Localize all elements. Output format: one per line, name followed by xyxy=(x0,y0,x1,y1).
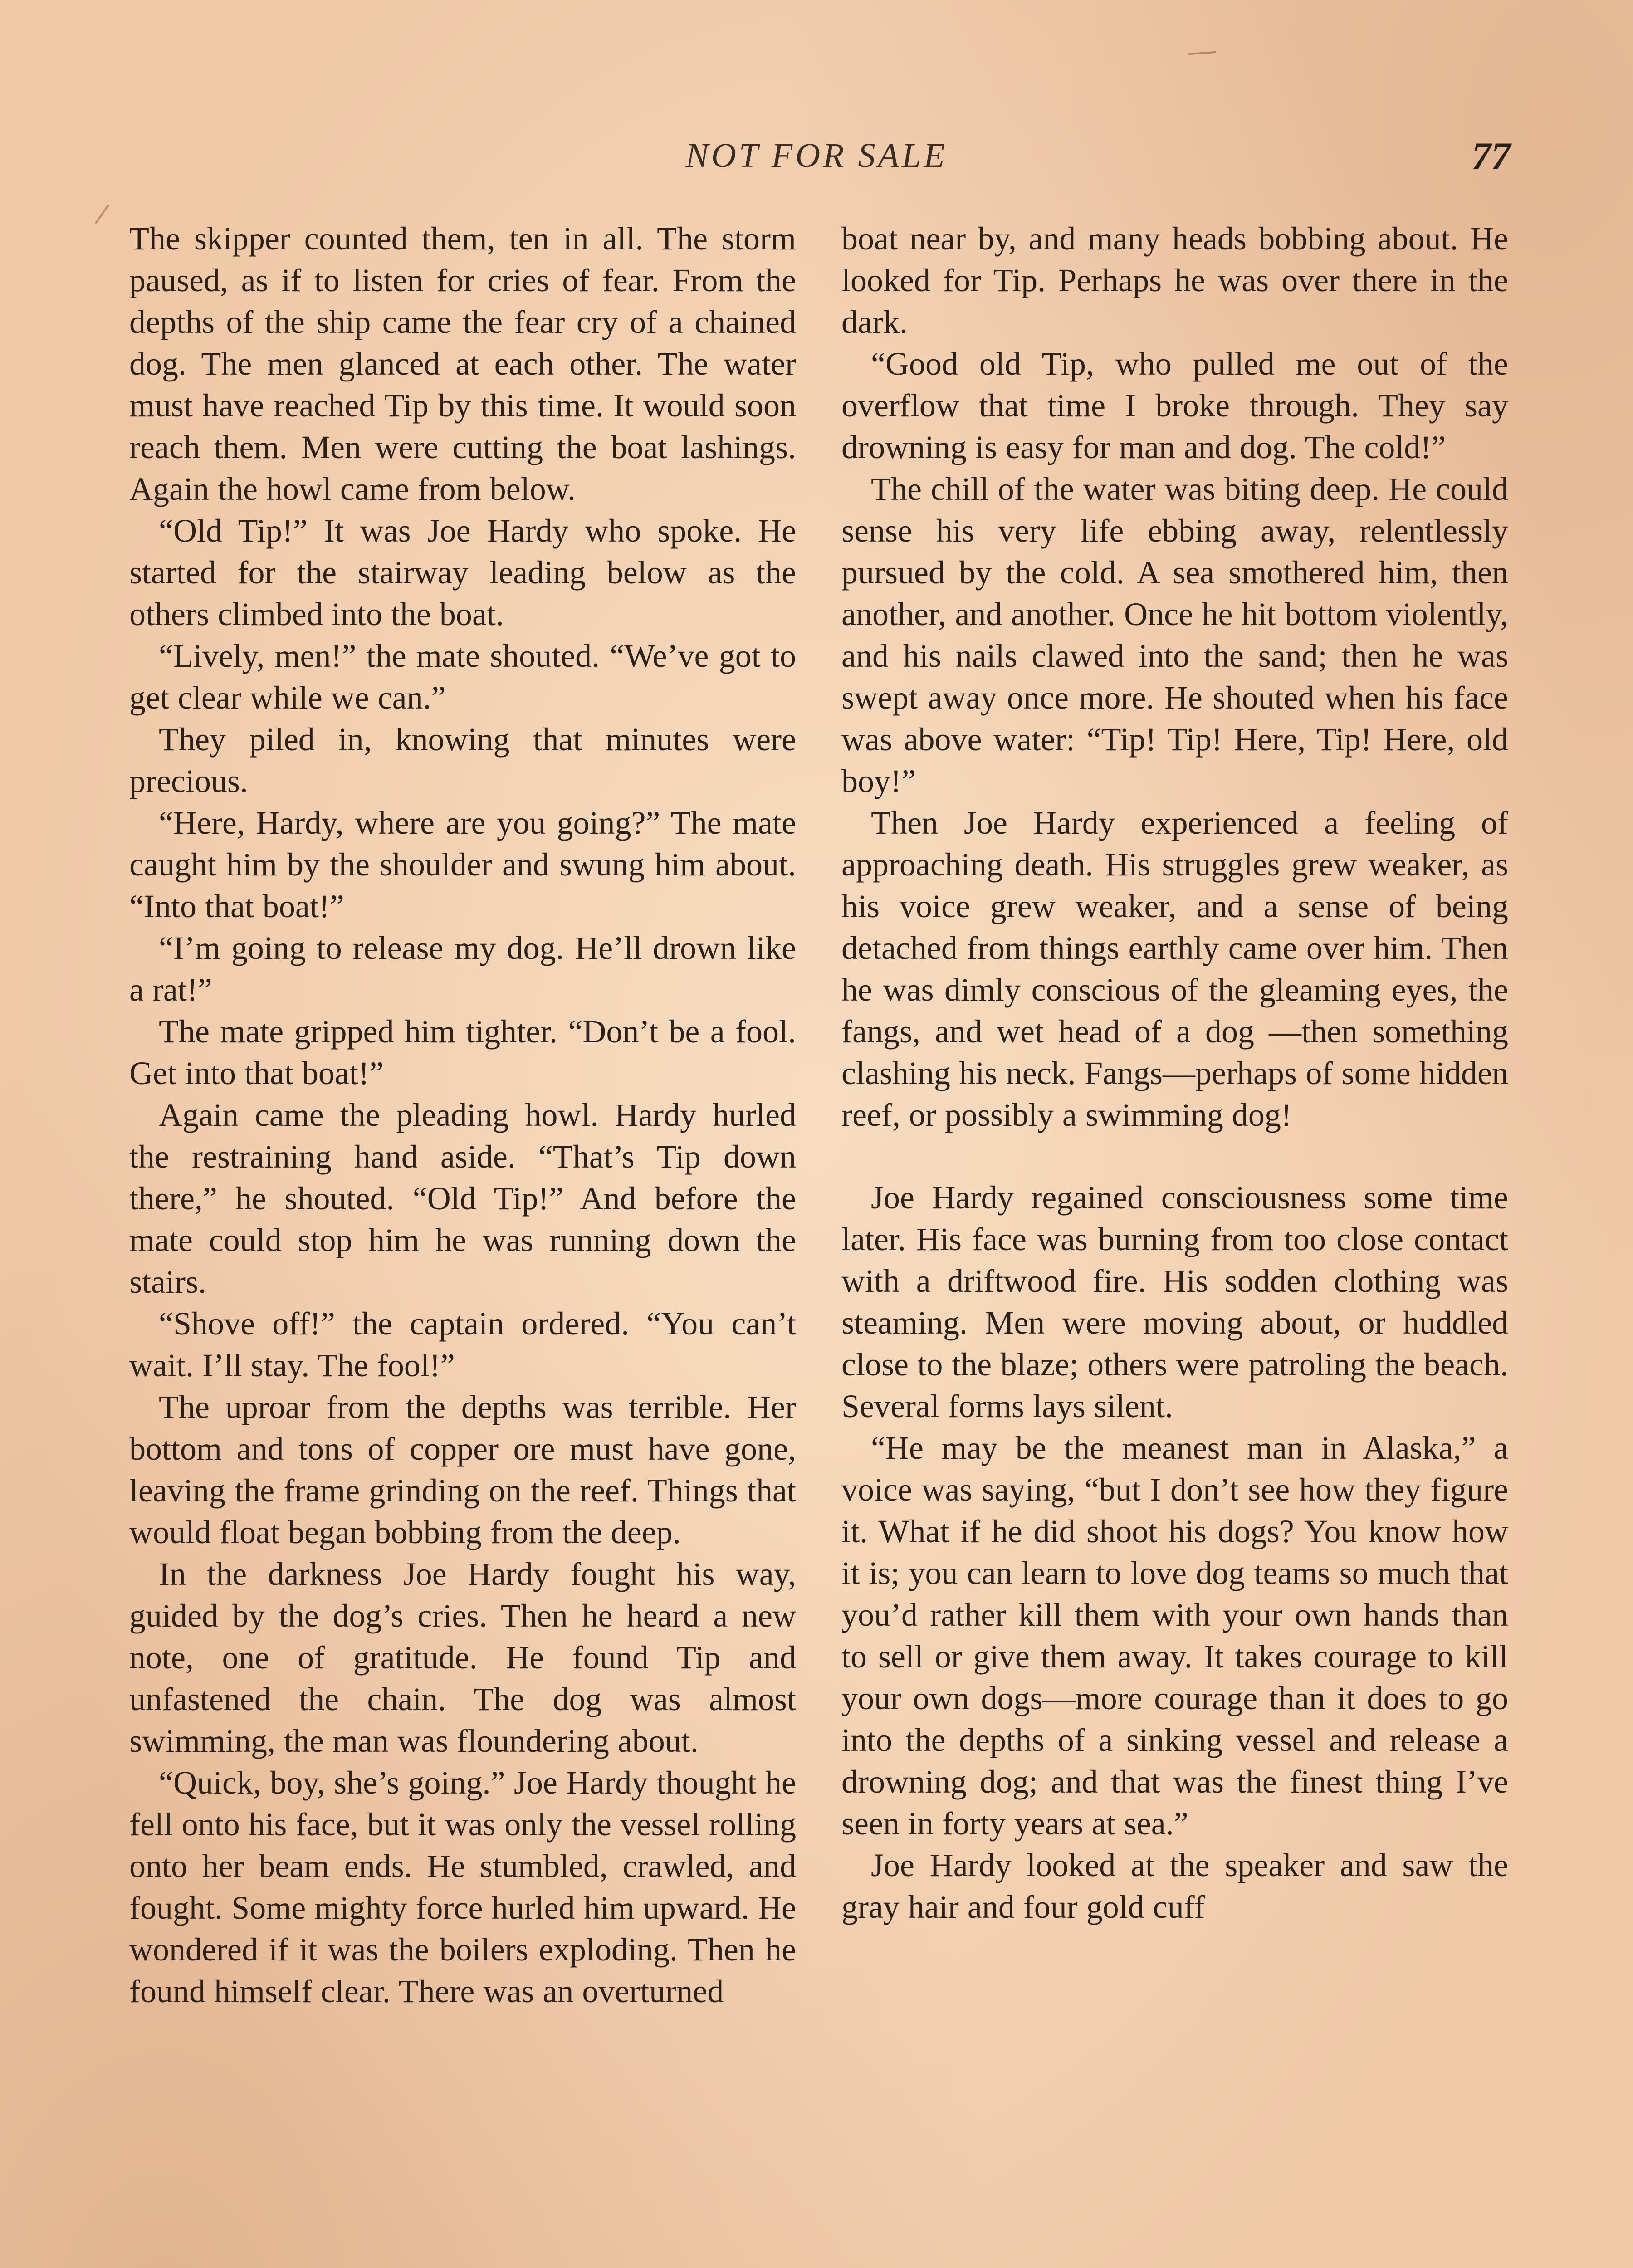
paragraph: “Old Tip!” It was Joe Hardy who spoke. He started for the stairway leading below as the others climbed into the boat. xyxy=(129,513,796,632)
paragraph: “Here, Hardy, where are you going?” The mate caught him by the shoulder and swung him about. “Into that boat!” xyxy=(129,805,796,924)
printing-mark xyxy=(95,204,109,224)
paragraph: Joe Hardy looked at the speaker and saw the gray hair and four gold cuff xyxy=(841,1847,1508,1925)
paragraph: The skipper counted them, ten in all. The storm paused, as if to listen for cries of fear. From the depths of the ship came the fear cry of a chained dog. The men glanced at each other. The water must have reached Tip by this time. It would soon reach them. Men were cutting the boat lashings. Again the howl came from below. xyxy=(129,220,796,507)
paragraph: “Good old Tip, who pulled me out of the overflow that time I broke through. They say drowning is easy for man and dog. The cold!” xyxy=(841,346,1508,465)
running-title: NOT FOR SALE xyxy=(685,137,948,175)
paragraph: boat near by, and many heads bobbing about. He looked for Tip. Perhaps he was over there in the dark. xyxy=(841,220,1508,340)
paragraph: Again came the pleading howl. Hardy hurled the restraining hand aside. “That’s Tip down there,” he shouted. “Old Tip!” And before the mate could stop him he was running down the stairs. xyxy=(129,1097,796,1300)
paragraph: The uproar from the depths was terrible. Her bottom and tons of copper ore must have gone, leaving the frame grinding on the reef. Things that would float began bobbing from the deep. xyxy=(129,1389,796,1550)
paragraph: “Shove off!” the captain ordered. “You can’t wait. I’ll stay. The fool!” xyxy=(129,1305,796,1383)
paragraph: The mate gripped him tighter. “Don’t be a fool. Get into that boat!” xyxy=(129,1013,796,1091)
paragraph: “I’m going to release my dog. He’ll drown like a rat!” xyxy=(129,930,796,1008)
page-number: 77 xyxy=(1472,134,1511,178)
paragraph: They piled in, knowing that minutes were precious. xyxy=(129,721,796,799)
printing-mark xyxy=(1188,51,1216,55)
running-head xyxy=(0,136,1633,186)
paragraph: “He may be the meanest man in Alaska,” a voice was saying, “but I don’t see how they figure it. What if he did shoot his dogs? You know how it is; you can learn to love dog teams so much that you’d rather kill them with your own hands than to sell or give them away. It takes courage to kill your own dogs—more courage than it does to go into the depths of a sinking vessel and release a drowning dog; and that was the finest thing I’ve seen in forty years at sea.” xyxy=(841,1430,1508,1842)
text-column-right xyxy=(841,218,1508,1928)
paragraph: “Lively, men!” the mate shouted. “We’ve got to get clear while we can.” xyxy=(129,638,796,716)
paragraph: The chill of the water was biting deep. He could sense his very life ebbing away, relentlessly pursued by the cold. A sea smothered him, then another, and another. Once he hit bottom violently, and his nails clawed into the sand; then he was swept away once more. He shouted when his face was above water: “Tip! Tip! Here, Tip! Here, old boy!” xyxy=(841,471,1508,799)
paragraph: Joe Hardy regained consciousness some time later. His face was burning from too close contact with a driftwood fire. His sodden clothing was steaming. Men were moving about, or huddled close to the blaze; others were patroling the beach. Several forms lays silent. xyxy=(841,1179,1508,1424)
text-column-left xyxy=(129,218,796,2012)
paragraph: “Quick, boy, she’s going.” Joe Hardy thought he fell onto his face, but it was only the vessel rolling onto her beam ends. He stumbled, crawled, and fought. Some mighty force hurled him upward. He wondered if it was the boilers exploding. Then he found himself clear. There was an overturned xyxy=(129,1765,796,2009)
paragraph: Then Joe Hardy experienced a feeling of approaching death. His struggles grew weaker, as his voice grew weaker, and a sense of being detached from things earthly came over him. Then he was dimly conscious of the gleaming eyes, the fangs, and wet head of a dog —then something clashing his neck. Fangs—perhaps of some hidden reef, or possibly a swimming dog! xyxy=(841,805,1508,1133)
paragraph: In the darkness Joe Hardy fought his way, guided by the dog’s cries. Then he heard a new note, one of gratitude. He found Tip and unfastened the chain. The dog was almost swimming, the man was floundering about. xyxy=(129,1556,796,1759)
